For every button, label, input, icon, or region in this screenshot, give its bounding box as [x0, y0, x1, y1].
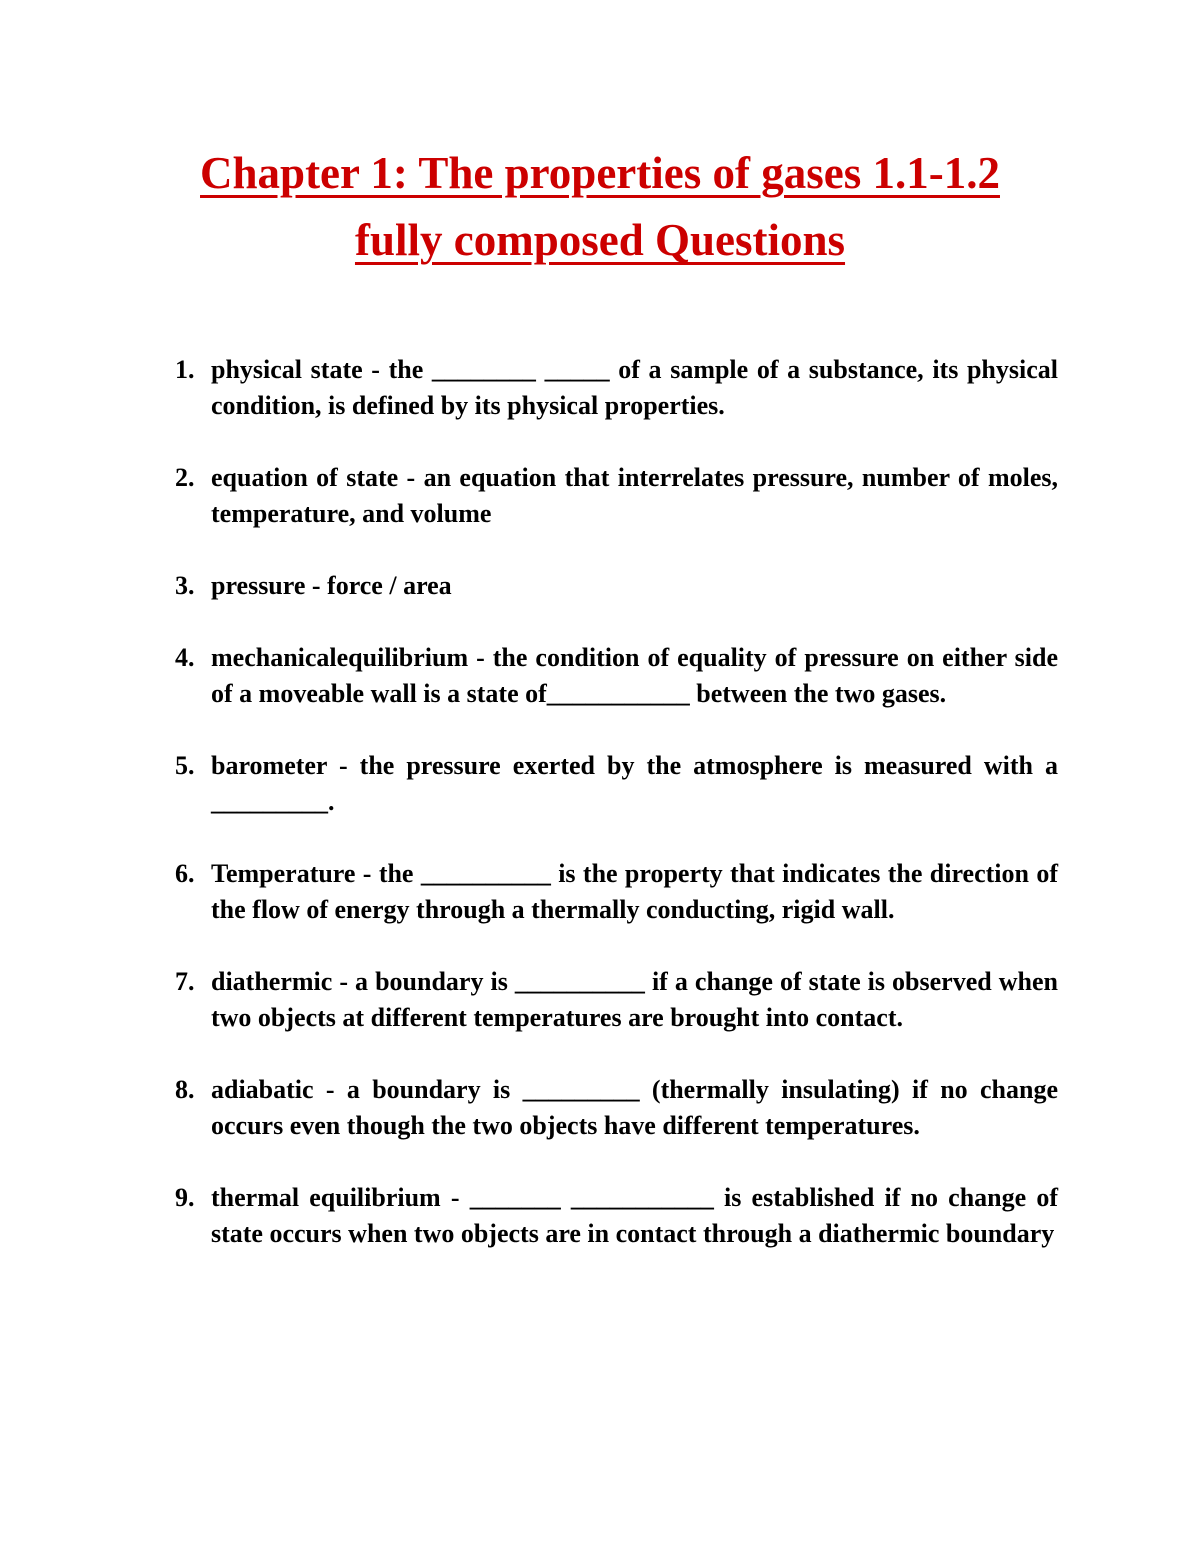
question-text: equation of state - an equation that interrelates pressure, number of moles, temperature, and volume — [211, 463, 1058, 528]
question-number: 8. — [175, 1075, 195, 1104]
question-item — [0, 568, 1058, 604]
question-item — [0, 856, 1058, 928]
question-number: 9. — [175, 1183, 195, 1212]
question-item — [0, 1072, 1058, 1144]
page-title — [150, 140, 1050, 274]
question-item — [0, 352, 1058, 424]
question-number: 2. — [175, 463, 195, 492]
question-item — [0, 964, 1058, 1036]
question-number: 6. — [175, 859, 195, 888]
question-number: 4. — [175, 643, 195, 672]
question-text: thermal equilibrium - _______ ___________ is established if no change of state occurs when two objects are in contact through a diathermic boundary — [211, 1183, 1058, 1248]
question-text: pressure - force / area — [211, 571, 452, 600]
question-list — [0, 352, 1200, 1288]
title-line-2: fully composed Questions — [354, 215, 846, 265]
question-item — [0, 748, 1058, 820]
question-item — [0, 460, 1058, 532]
question-number: 3. — [175, 571, 195, 600]
question-number: 7. — [175, 967, 195, 996]
title-line-1: Chapter 1: The properties of gases 1.1-1.2 — [200, 148, 1000, 198]
question-text: Temperature - the __________ is the property that indicates the direction of the flow of energy through a thermally conducting, rigid wall. — [211, 859, 1058, 924]
question-number: 1. — [175, 355, 195, 384]
question-text: physical state - the ________ _____ of a sample of a substance, its physical condition, is defined by its physical properties. — [211, 355, 1058, 420]
question-text: diathermic - a boundary is __________ if a change of state is observed when two objects at different temperatures are brought into contact. — [211, 967, 1058, 1032]
question-item — [0, 1180, 1058, 1252]
question-text: barometer - the pressure exerted by the atmosphere is measured with a _________. — [211, 751, 1058, 816]
question-text: mechanicalequilibrium - the condition of equality of pressure on either side of a moveable wall is a state of___________ between the two gases. — [211, 643, 1058, 708]
question-number: 5. — [175, 751, 195, 780]
question-text: adiabatic - a boundary is _________ (thermally insulating) if no change occurs even though the two objects have different temperatures. — [211, 1075, 1058, 1140]
question-item — [0, 640, 1058, 712]
